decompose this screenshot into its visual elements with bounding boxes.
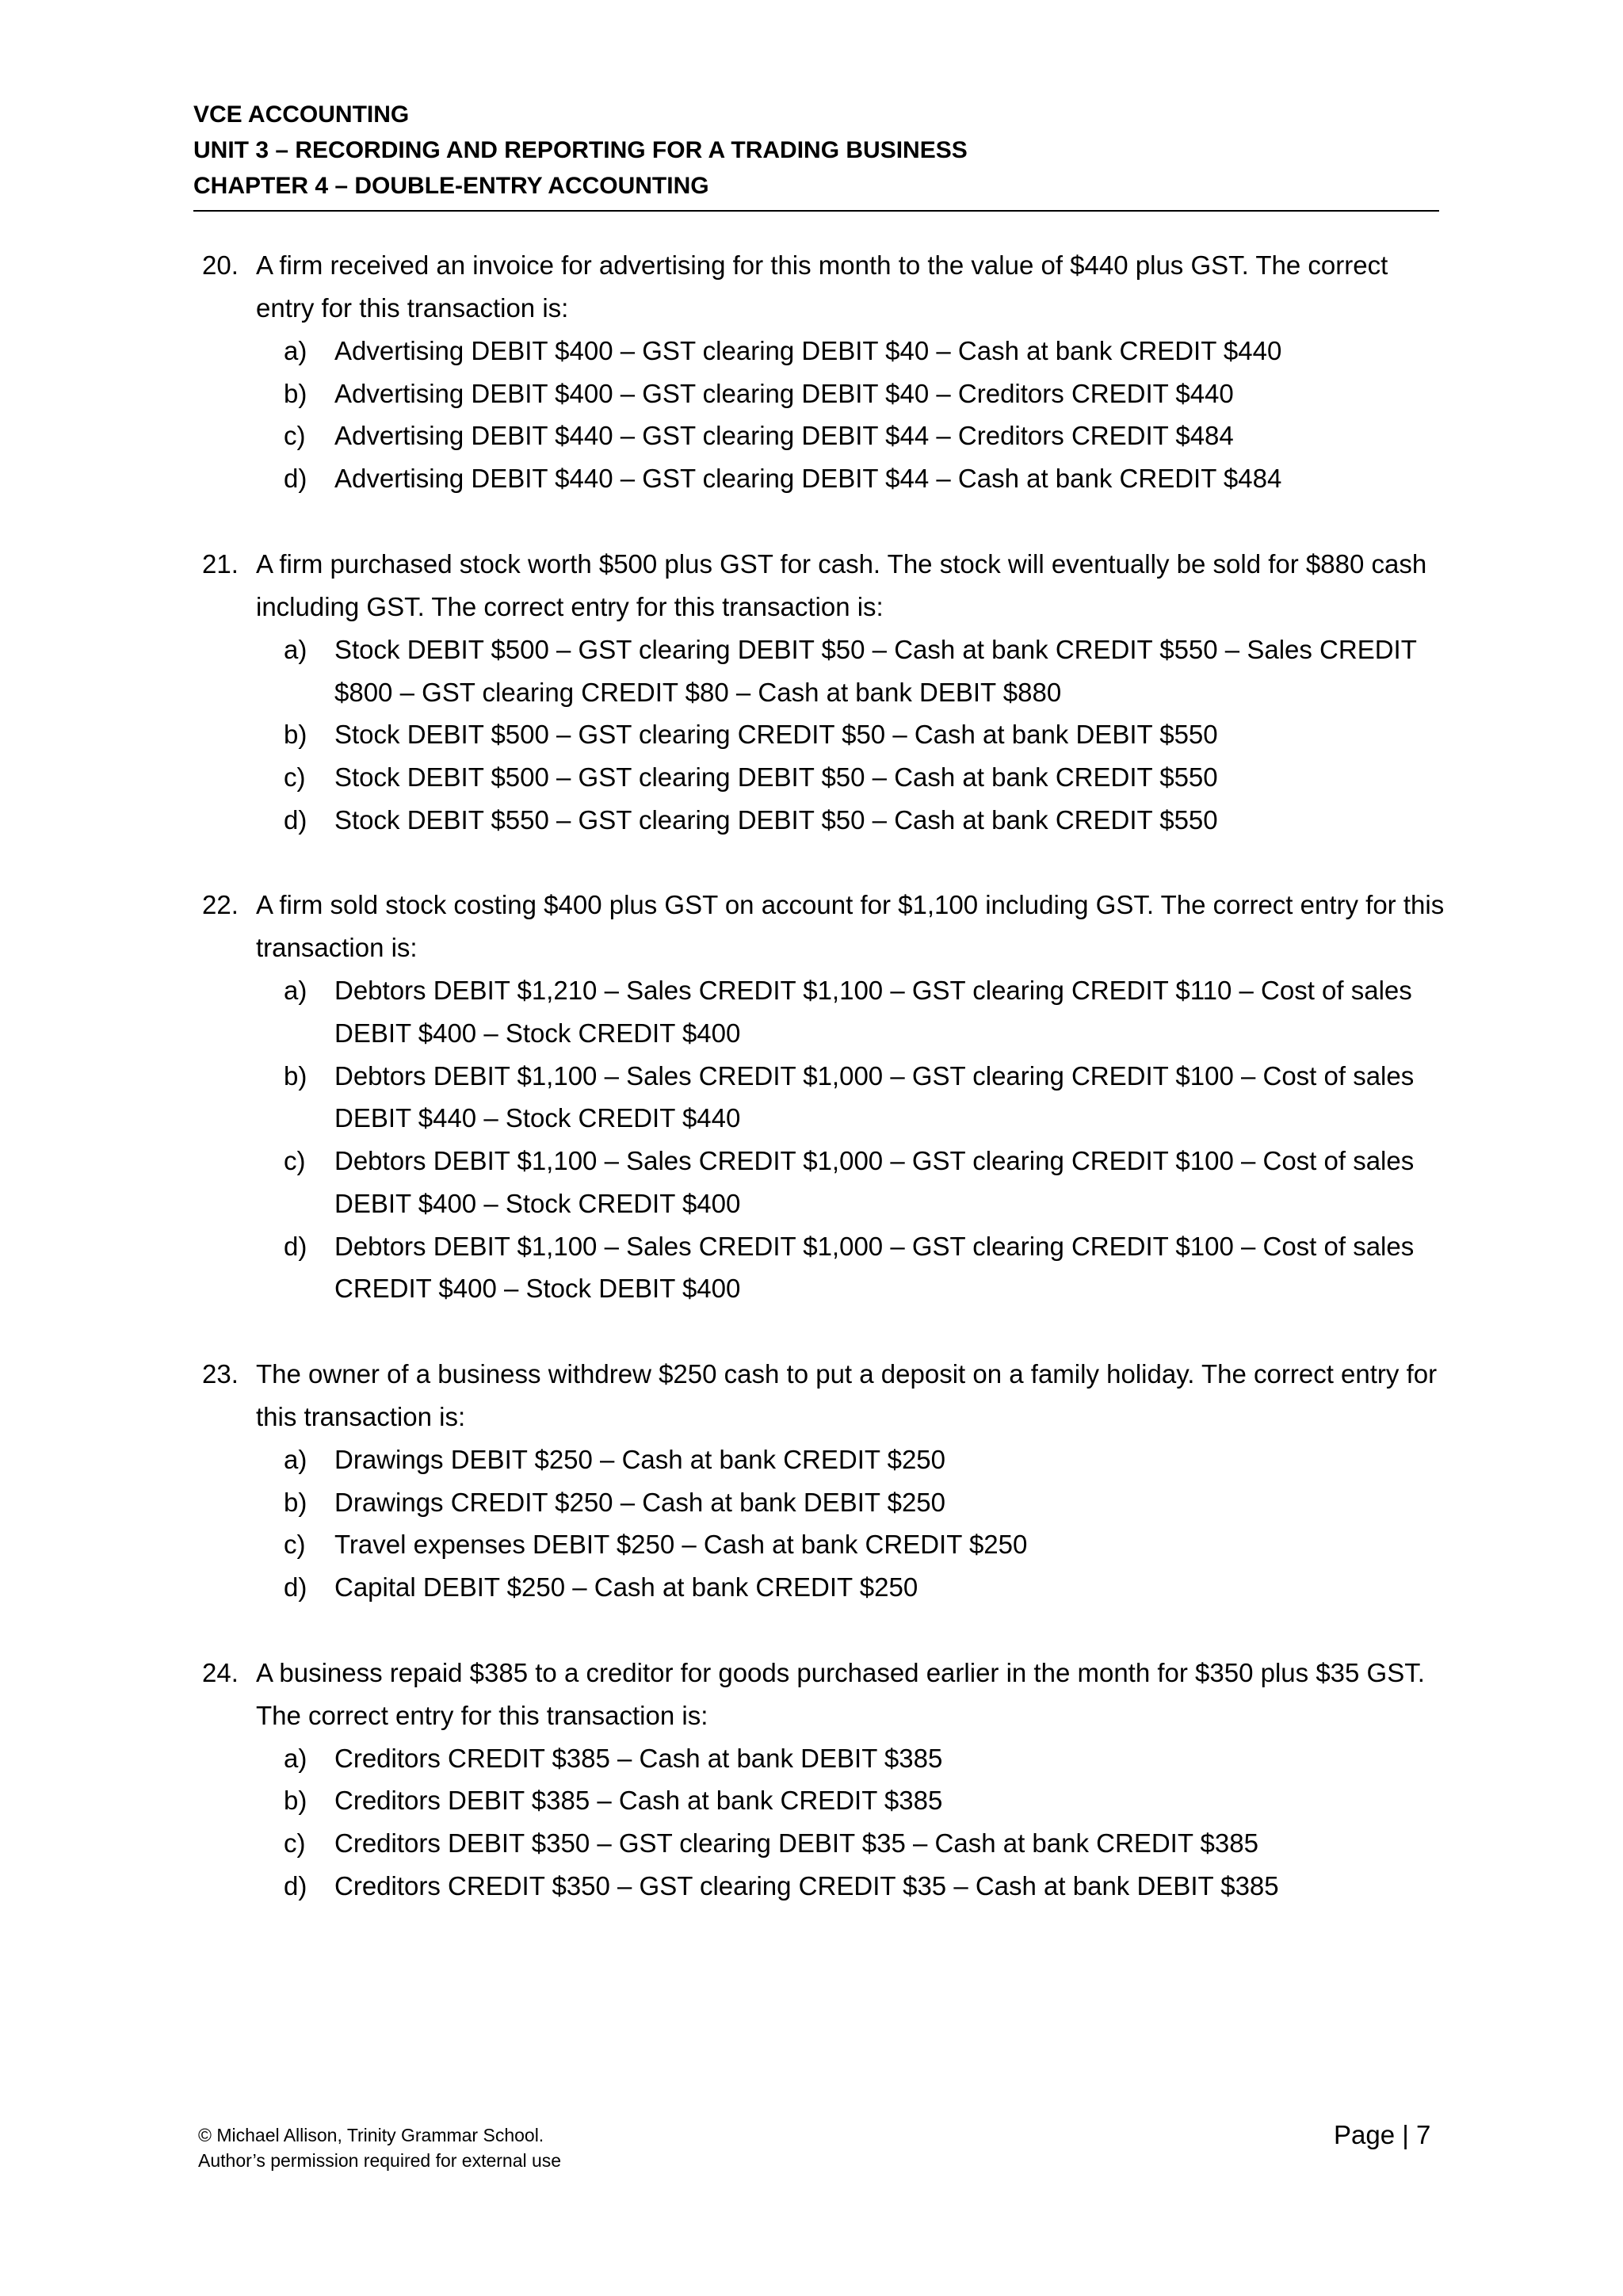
question-text: A firm received an invoice for advertising for this month to the value of $440 plus GST. The correct entry for this transaction is: [256,250,1388,323]
footer-copyright: © Michael Allison, Trinity Grammar School. [198,2125,544,2145]
option-c [284,1140,1446,1224]
option-list [284,330,1446,500]
option-b [284,1481,1446,1524]
option-text: Stock DEBIT $500 – GST clearing CREDIT $50 – Cash at bank DEBIT $550 [334,720,1218,750]
question-23 [202,1353,1446,1609]
footer-credits [198,2122,561,2173]
option-d [284,457,1446,500]
question-number: 24. [202,1657,239,1687]
option-letter: c) [284,1530,306,1560]
option-letter: d) [284,464,307,494]
option-list [284,1438,1446,1609]
header-divider [193,210,1439,212]
option-letter: c) [284,1828,306,1859]
option-a [284,1438,1446,1481]
header-subject: VCE ACCOUNTING [193,101,410,128]
question-list [202,244,1446,1950]
option-text: Creditors DEBIT $385 – Cash at bank CREDIT $385 [334,1786,943,1816]
footer-permission: Author’s permission required for external use [198,2150,562,2171]
option-text: Travel expenses DEBIT $250 – Cash at bank CREDIT $250 [334,1530,1028,1560]
option-text: Stock DEBIT $500 – GST clearing DEBIT $50 – Cash at bank CREDIT $550 [334,762,1218,792]
question-22 [202,884,1446,1310]
option-list [284,969,1446,1310]
document-header [193,97,1439,204]
option-text: Creditors DEBIT $350 – GST clearing DEBIT $35 – Cash at bank CREDIT $385 [334,1828,1258,1859]
option-letter: a) [284,1743,307,1773]
option-b [284,372,1446,415]
header-unit: UNIT 3 – RECORDING AND REPORTING FOR A TRADING BUSINESS [193,137,968,163]
question-number: 21. [202,548,239,579]
option-b [284,713,1446,756]
option-letter: c) [284,1146,306,1176]
option-text: Advertising DEBIT $400 – GST clearing DEBIT $40 – Creditors CREDIT $440 [334,378,1234,408]
option-letter: d) [284,804,307,835]
option-text: Capital DEBIT $250 – Cash at bank CREDIT $250 [334,1572,918,1603]
option-letter: d) [284,1870,307,1901]
option-letter: b) [284,1060,307,1091]
option-text: Creditors CREDIT $350 – GST clearing CREDIT $35 – Cash at bank DEBIT $385 [334,1870,1279,1901]
option-letter: d) [284,1231,307,1261]
option-letter: d) [284,1572,307,1603]
option-letter: b) [284,1786,307,1816]
option-c [284,756,1446,799]
header-chapter: CHAPTER 4 – DOUBLE-ENTRY ACCOUNTING [193,173,709,199]
option-text: Drawings CREDIT $250 – Cash at bank DEBIT $250 [334,1487,946,1517]
question-text: A firm purchased stock worth $500 plus GST for cash. The stock will eventually be sold for $880 cash including GST. The correct entry for this transaction is: [256,548,1427,621]
question-21 [202,543,1446,842]
question-24 [202,1652,1446,1908]
option-a [284,330,1446,372]
question-number: 20. [202,250,239,280]
option-list [284,1737,1446,1908]
option-letter: a) [284,1444,307,1474]
option-text: Debtors DEBIT $1,210 – Sales CREDIT $1,100 – GST clearing CREDIT $110 – Cost of sales DEBIT $400 – Stock CREDIT $400 [334,976,1412,1049]
option-c [284,1822,1446,1865]
option-text: Creditors CREDIT $385 – Cash at bank DEBIT $385 [334,1743,943,1773]
option-d [284,1225,1446,1310]
option-d [284,799,1446,842]
option-letter: a) [284,976,307,1006]
option-d [284,1566,1446,1609]
option-letter: b) [284,378,307,408]
option-b [284,1779,1446,1822]
option-letter: a) [284,634,307,664]
option-text: Drawings DEBIT $250 – Cash at bank CREDIT $250 [334,1444,946,1474]
option-d [284,1865,1446,1908]
option-text: Debtors DEBIT $1,100 – Sales CREDIT $1,000 – GST clearing CREDIT $100 – Cost of sales CREDIT $400 – Stock DEBIT $400 [334,1231,1415,1304]
option-a [284,628,1446,713]
option-letter: b) [284,1487,307,1517]
option-c [284,415,1446,457]
option-letter: a) [284,336,307,365]
option-text: Stock DEBIT $550 – GST clearing DEBIT $50 – Cash at bank CREDIT $550 [334,804,1218,835]
option-b [284,1055,1446,1140]
option-text: Debtors DEBIT $1,100 – Sales CREDIT $1,000 – GST clearing CREDIT $100 – Cost of sales DEBIT $440 – Stock CREDIT $440 [334,1060,1415,1133]
option-a [284,1737,1446,1780]
option-letter: b) [284,720,307,750]
option-letter: c) [284,421,306,451]
option-list [284,628,1446,842]
option-a [284,969,1446,1054]
option-text: Advertising DEBIT $400 – GST clearing DEBIT $40 – Cash at bank CREDIT $440 [334,336,1282,365]
question-20 [202,244,1446,500]
option-text: Advertising DEBIT $440 – GST clearing DEBIT $44 – Creditors CREDIT $484 [334,421,1234,451]
option-text: Debtors DEBIT $1,100 – Sales CREDIT $1,000 – GST clearing CREDIT $100 – Cost of sales DEBIT $400 – Stock CREDIT $400 [334,1146,1415,1218]
page-number: Page | 7 [1334,2120,1431,2149]
question-number: 23. [202,1358,239,1389]
option-text: Stock DEBIT $500 – GST clearing DEBIT $50 – Cash at bank CREDIT $550 – Sales CREDIT $800 – GST clearing CREDIT $80 – Cash at bank DEBIT $880 [334,634,1417,707]
option-letter: c) [284,762,306,792]
option-c [284,1523,1446,1566]
option-text: Advertising DEBIT $440 – GST clearing DEBIT $44 – Cash at bank CREDIT $484 [334,464,1282,494]
question-text: A firm sold stock costing $400 plus GST on account for $1,100 including GST. The correct entry for this transaction is: [256,890,1445,963]
question-number: 22. [202,890,239,920]
question-text: A business repaid $385 to a creditor for goods purchased earlier in the month for $350 plus $35 GST. The correct entry for this transaction is: [256,1657,1425,1730]
question-text: The owner of a business withdrew $250 cash to put a deposit on a family holiday. The correct entry for this transaction is: [256,1358,1438,1431]
